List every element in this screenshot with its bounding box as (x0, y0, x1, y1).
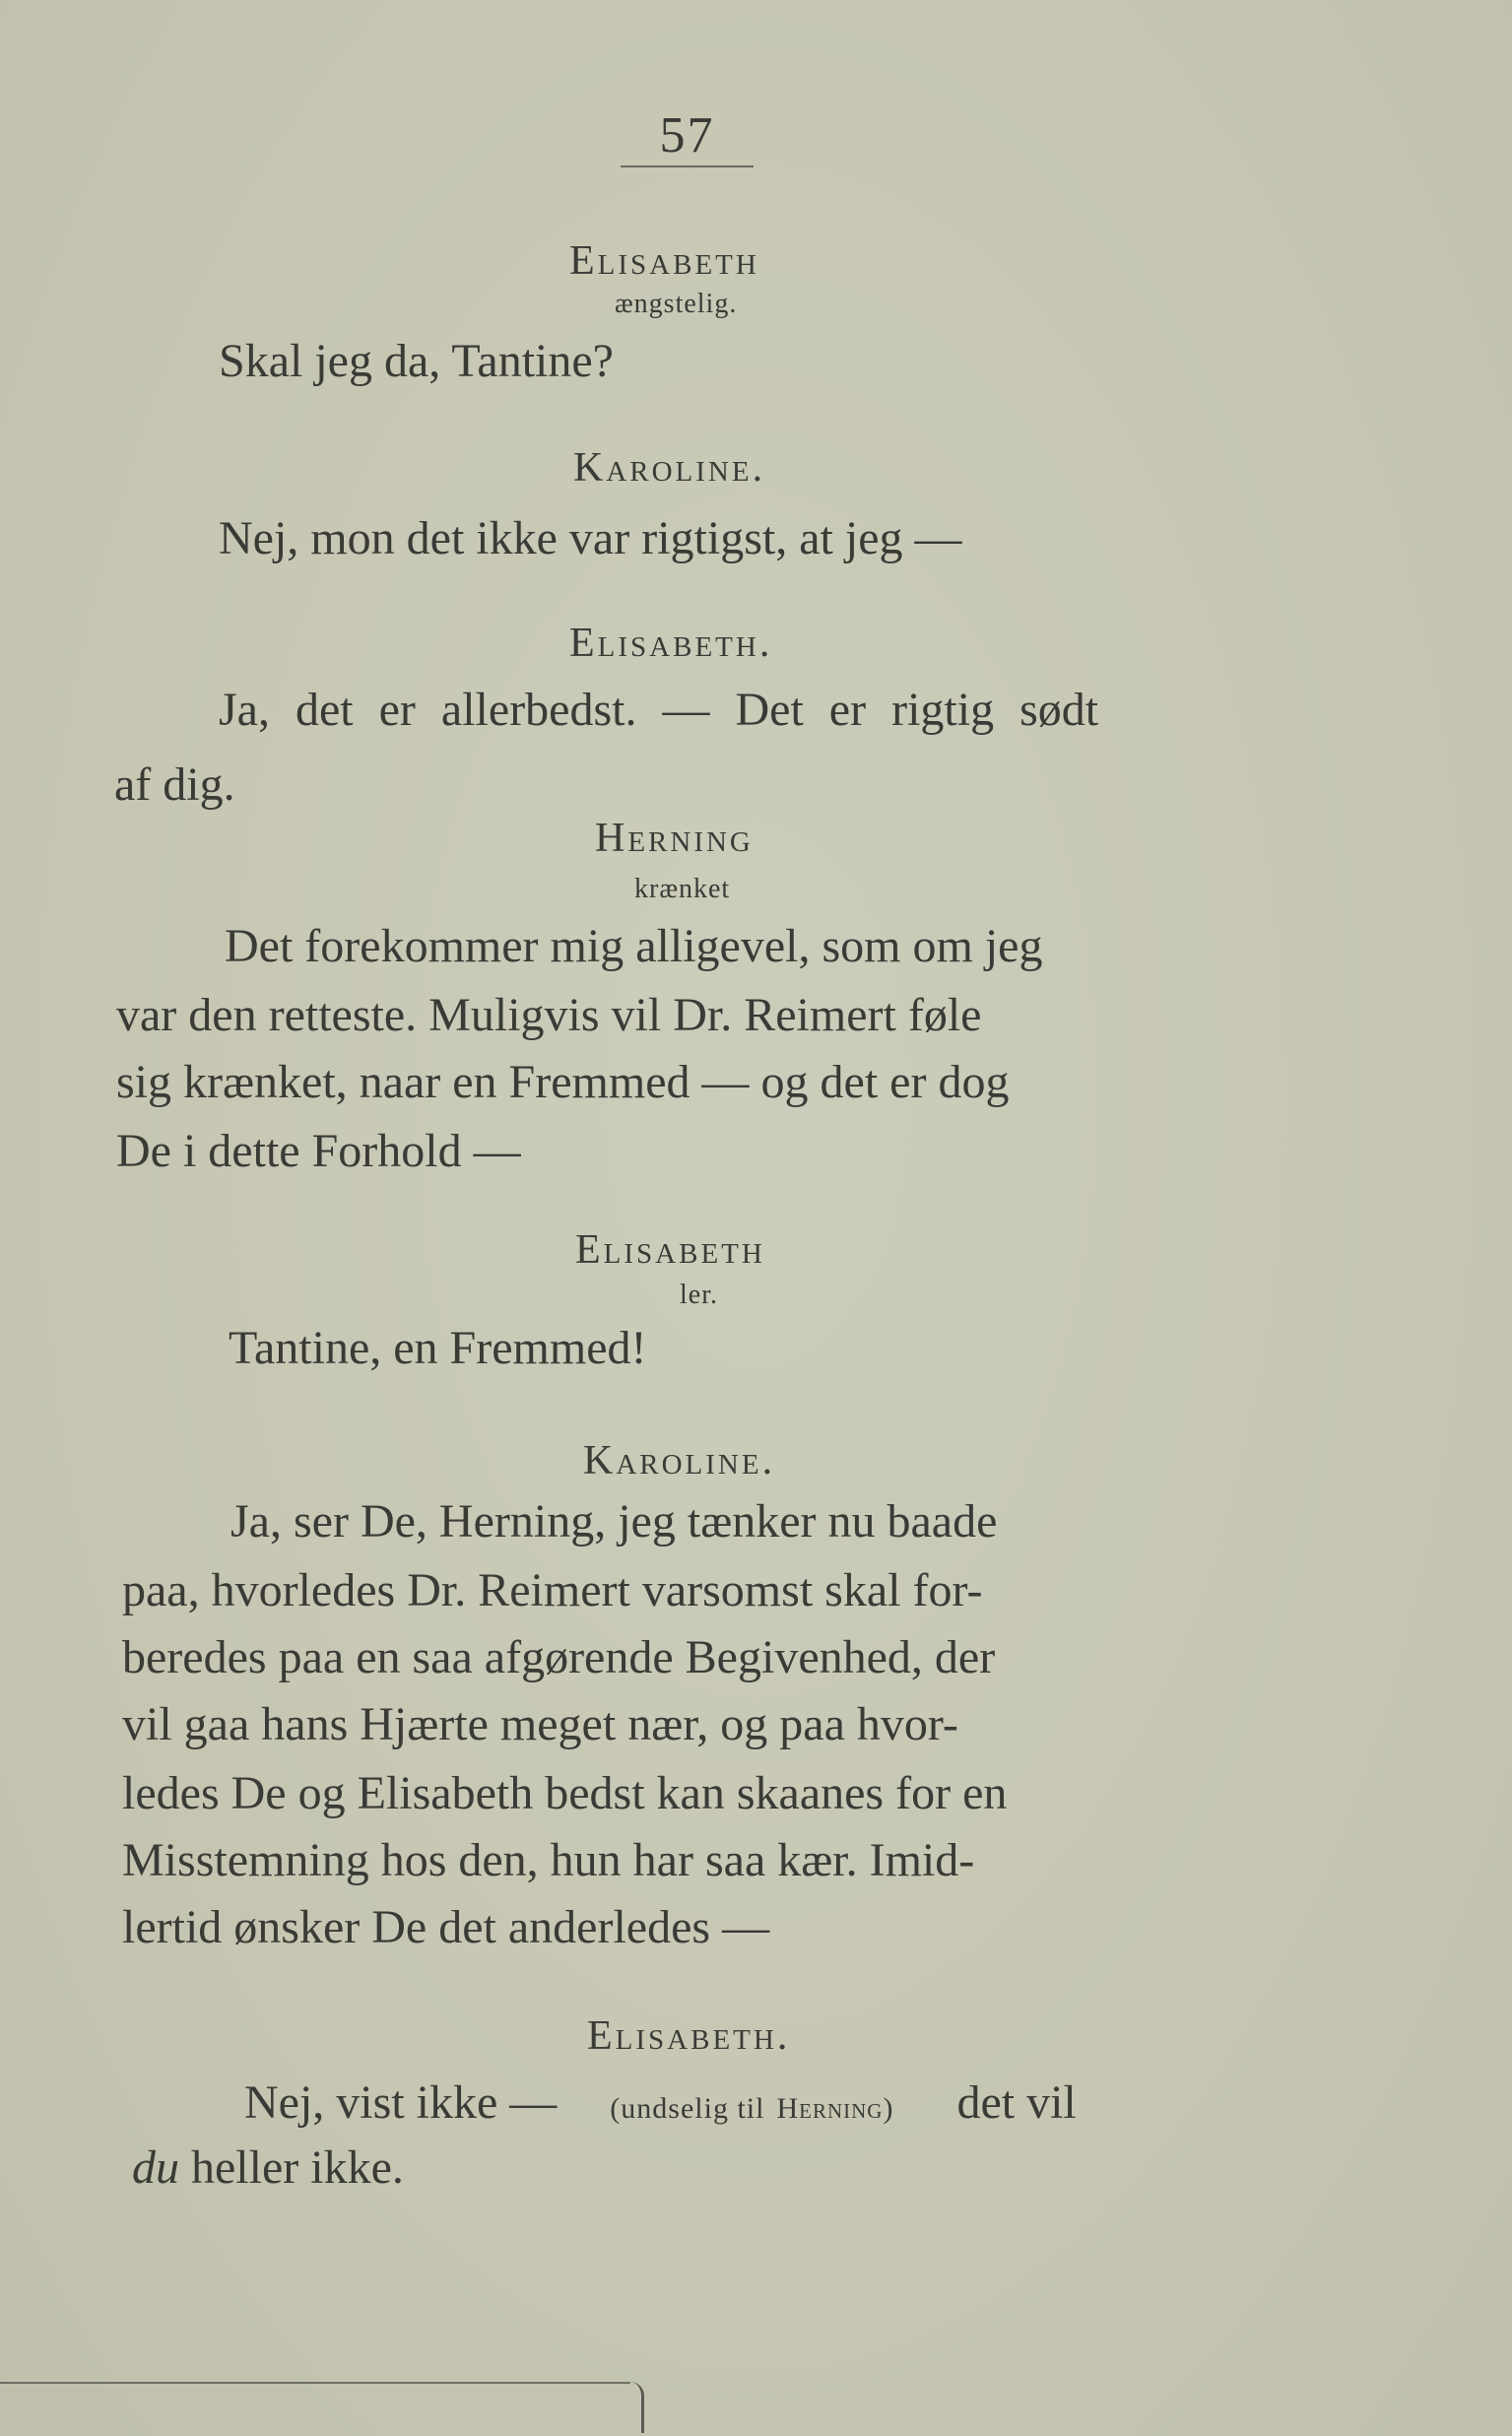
stage-direction-name: Herning) (776, 2092, 894, 2125)
dialogue-line: Tantine, en Fremmed! (229, 1322, 647, 1374)
dialogue-line: paa, hvorledes Dr. Reimert varsomst skal for- (122, 1564, 983, 1616)
stage-direction: krænket (634, 874, 731, 904)
page-number: 57 (621, 108, 754, 167)
stage-direction-inline: (undselig til (610, 2092, 765, 2125)
dialogue-line (244, 2076, 1077, 2136)
speaker-name: Elisabeth. (587, 2013, 791, 2059)
dialogue-line: vil gaa hans Hjærte meget nær, og paa hvor- (122, 1698, 958, 1750)
dialogue-line: Misstemning hos den, hun har saa kær. Imid- (122, 1834, 975, 1886)
page-edge-mark (0, 2382, 630, 2384)
dialogue-line: Nej, mon det ikke var rigtigst, at jeg — (219, 512, 962, 564)
speaker-name: Elisabeth. (569, 621, 773, 666)
speaker-name: Karoline. (583, 1438, 776, 1483)
dialogue-line: Ja, det er allerbedst. –– Det er rigtig sødt (219, 684, 1099, 736)
dialogue-text: Nej, vist ikke — (244, 2076, 558, 2129)
speaker-name: Elisabeth (569, 238, 759, 284)
emphasis-word: du (132, 2141, 179, 2194)
dialogue-line: sig krænket, naar en Fremmed — og det er dog (116, 1056, 1010, 1108)
dialogue-text: heller ikke. (191, 2141, 404, 2194)
dialogue-line: af dig. (114, 758, 235, 811)
dialogue-line: lertid ønsker De det anderledes — (122, 1901, 770, 1953)
speaker-name: Karoline. (573, 445, 766, 491)
dialogue-line (132, 2141, 404, 2195)
dialogue-line: beredes paa en saa afgørende Begivenhed, der (122, 1631, 996, 1683)
dialogue-line: Skal jeg da, Tantine? (219, 335, 614, 387)
speaker-name: Herning (595, 816, 754, 861)
dialogue-line: var den retteste. Muligvis vil Dr. Reimert føle (116, 989, 982, 1041)
stage-direction: ængstelig. (615, 289, 738, 319)
dialogue-line: De i dette Forhold — (116, 1125, 521, 1177)
dialogue-line: Det forekommer mig alligevel, som om jeg (225, 920, 1043, 972)
stage-direction: ler. (680, 1280, 718, 1310)
dialogue-line: ledes De og Elisabeth bedst kan skaanes for en (122, 1767, 1008, 1819)
dialogue-text: det vil (956, 2076, 1077, 2129)
speaker-name: Elisabeth (575, 1227, 765, 1273)
dialogue-line: Ja, ser De, Herning, jeg tænker nu baade (230, 1495, 998, 1547)
